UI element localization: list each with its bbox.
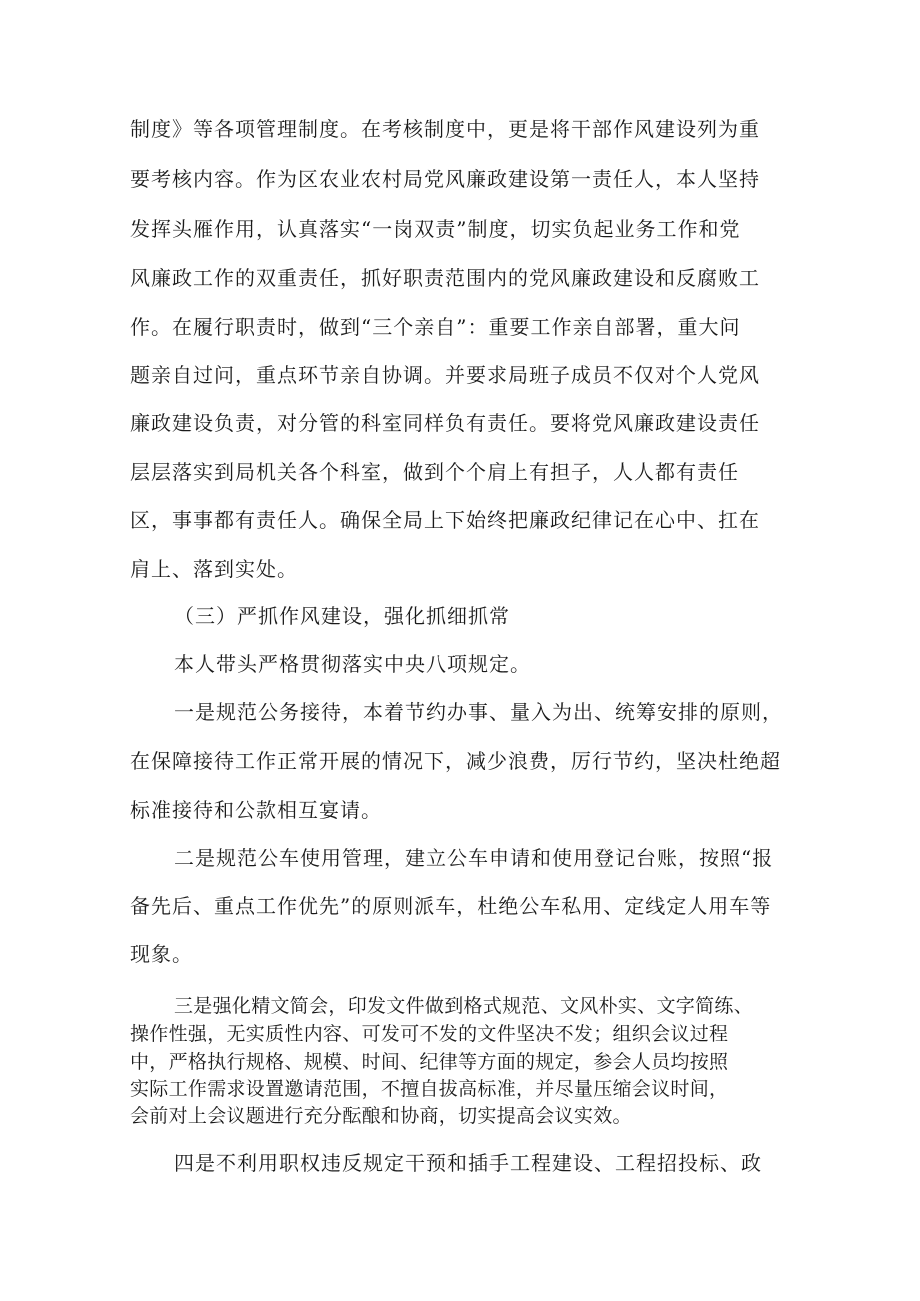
text-line: 中，严格执行规格、规模、时间、纪律等方面的规定，参会人员均按照 bbox=[130, 1051, 729, 1073]
text-line: 会前对上会议题进行充分酝酿和协商，切实提高会议实效。 bbox=[130, 1105, 632, 1127]
text-line: 二是规范公车使用管理，建立公车申请和使用登记台账，按照“报 bbox=[174, 846, 774, 870]
text-line: 要考核内容。作为区农业农村局党风廉政建设第一责任人，本人坚持 bbox=[130, 167, 760, 191]
text-line: 现象。 bbox=[130, 942, 193, 966]
section-heading: （三）严抓作风建设，强化抓细抓常 bbox=[174, 604, 510, 628]
text-line: 标准接待和公款相互宴请。 bbox=[130, 798, 382, 822]
text-line: 题亲自过问，重点环节亲自协调。并要求局班子成员不仅对个人党风 bbox=[130, 363, 760, 387]
text-line: 一是规范公务接待，本着节约办事、量入为出、统筹安排的原则， bbox=[174, 700, 783, 724]
text-line: 实际工作需求设置邀请范围，不擅自拔高标准，并尽量压缩会议时间， bbox=[130, 1078, 729, 1100]
text-line: 在保障接待工作正常开展的情况下，减少浪费，厉行节约，坚决杜绝超 bbox=[130, 749, 781, 773]
text-line: 风廉政工作的双重责任，抓好职责范围内的党风廉政建设和反腐败工 bbox=[130, 266, 760, 290]
text-line: 作。在履行职责时，做到“三个亲自”：重要工作亲自部署，重大问 bbox=[130, 315, 741, 339]
text-line: 本人带头严格贯彻落实中央八项规定。 bbox=[174, 652, 531, 676]
text-line: 廉政建设负责，对分管的科室同样负有责任。要将党风廉政建设责任 bbox=[130, 411, 760, 435]
text-line: 三是强化精文简会，印发文件做到格式规范、文风朴实、文字简练、 bbox=[174, 995, 754, 1017]
text-line: 四是不利用职权违反规定干预和插手工程建设、工程招投标、政 bbox=[174, 1151, 762, 1175]
text-line: 操作性强，无实质性内容、可发可不发的文件坚决不发；组织会议过程 bbox=[130, 1023, 729, 1045]
text-line: 肩上、落到实处。 bbox=[130, 557, 298, 581]
text-line: 发挥头雁作用，认真落实“一岗双责”制度，切实负起业务工作和党 bbox=[130, 217, 741, 241]
text-line: 层层落实到局机关各个科室，做到个个肩上有担子，人人都有责任 bbox=[130, 460, 739, 484]
text-line: 区，事事都有责任人。确保全局上下始终把廉政纪律记在心中、扛在 bbox=[130, 508, 760, 532]
text-line: 备先后、重点工作优先”的原则派车，杜绝公车私用、定线定人用车等 bbox=[130, 894, 772, 918]
text-line: 制度》等各项管理制度。在考核制度中，更是将干部作风建设列为重 bbox=[130, 117, 760, 141]
